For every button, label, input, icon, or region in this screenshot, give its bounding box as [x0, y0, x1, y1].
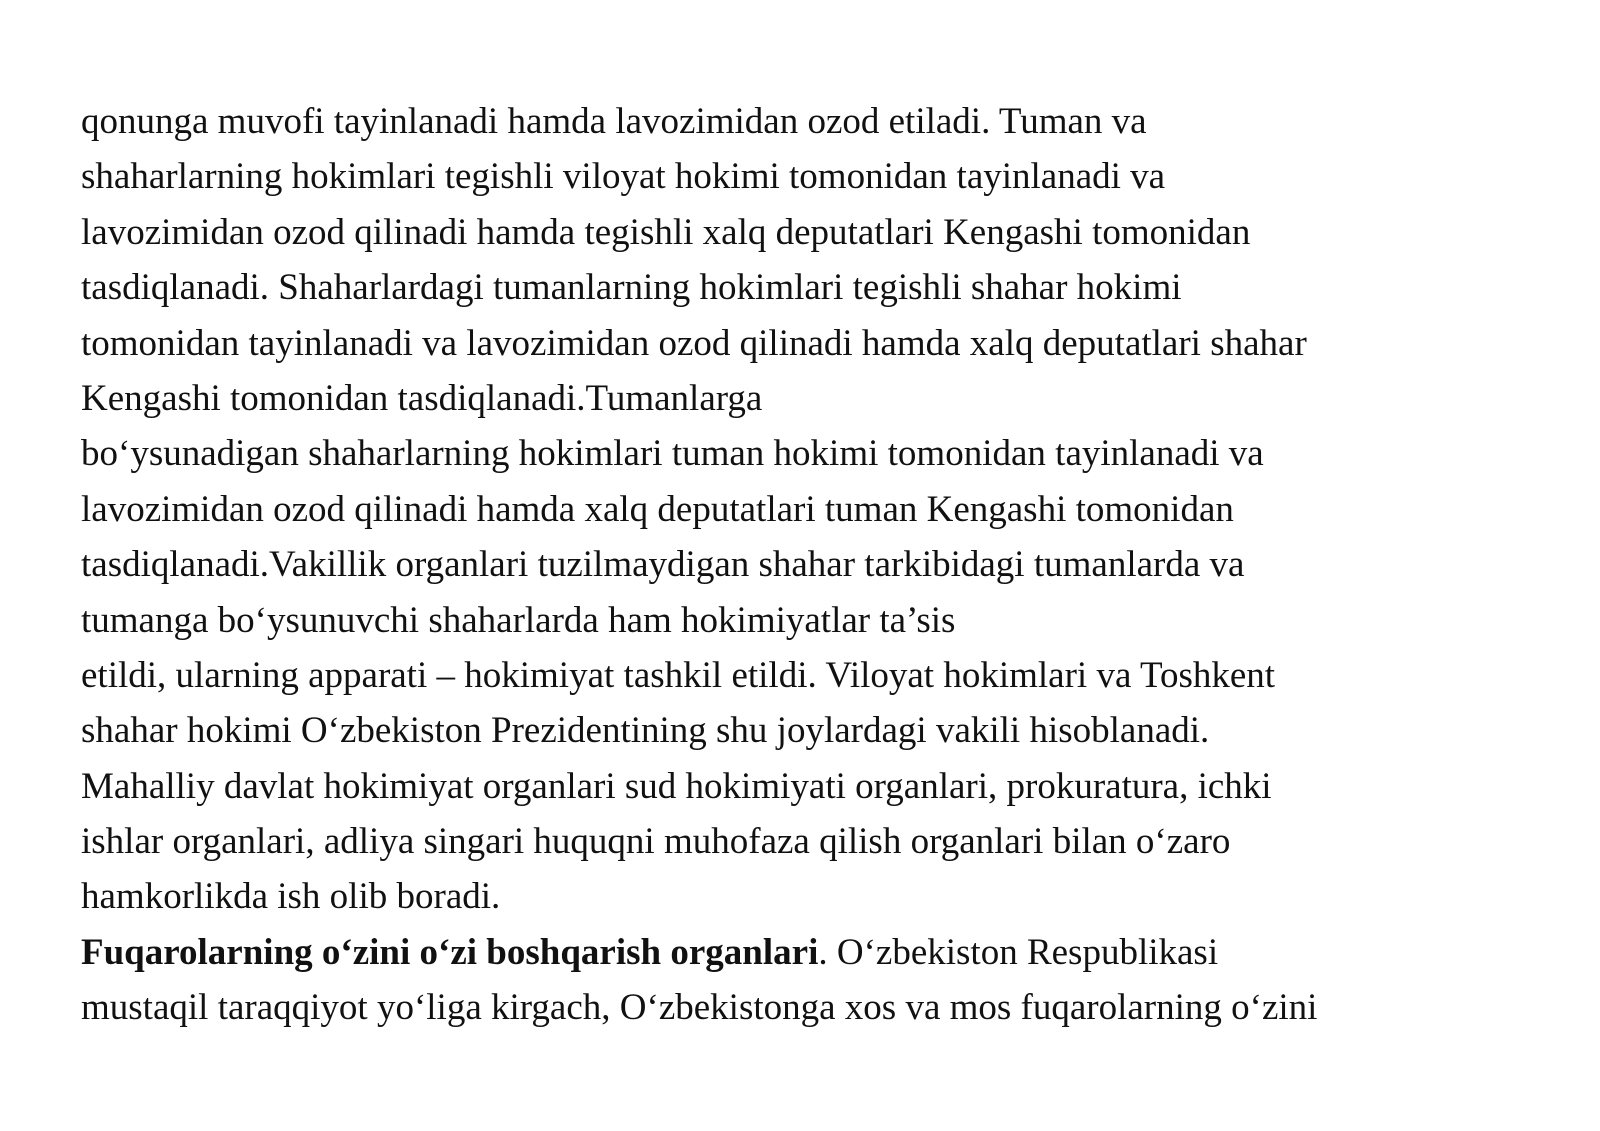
text-line: shahar hokimi O‘zbekiston Prezidentining shu joylardagi vakili hisoblanadi.	[81, 710, 1210, 752]
text-line: shaharlarning hokimlari tegishli viloyat hokimi tomonidan tayinlanadi va	[81, 156, 1166, 198]
text-line: tomonidan tayinlanadi va lavozimidan ozod qilinadi hamda xalq deputatlari shahar	[81, 322, 1307, 364]
text-line: ishlar organlari, adliya singari huquqni muhofaza qilish organlari bilan o‘zaro	[81, 821, 1231, 863]
text-line: Kengashi tomonidan tasdiqlanadi.Tumanlarga	[81, 377, 763, 419]
text-line: etildi, ularning apparati – hokimiyat tashkil etildi. Viloyat hokimlari va Toshkent	[81, 654, 1276, 696]
text-line: tumanga bo‘ysunuvchi shaharlarda ham hokimiyatlar ta’sis	[81, 599, 956, 641]
text-line: tasdiqlanadi.Vakillik organlari tuzilmaydigan shahar tarkibidagi tumanlarda va	[81, 544, 1245, 586]
text-line: bo‘ysunadigan shaharlarning hokimlari tuman hokimi tomonidan tayinlanadi va	[81, 433, 1264, 475]
text-line: qonunga muvofi tayinlanadi hamda lavozimidan ozod etiladi. Tuman va	[81, 101, 1147, 142]
body-text	[81, 94, 1581, 1036]
section-heading: Fuqarolarning o‘zini o‘zi boshqarish organlari	[81, 931, 819, 973]
text-line: hamkorlikda ish olib boradi.	[81, 876, 501, 918]
text-line: lavozimidan ozod qilinadi hamda xalq deputatlari tuman Kengashi tomonidan	[81, 488, 1234, 530]
heading-continuation: . O‘zbekiston Respublikasi	[818, 931, 1219, 973]
text-line: Mahalliy davlat hokimiyat organlari sud hokimiyati organlari, prokuratura, ichki	[81, 765, 1272, 807]
text-line: mustaqil taraqqiyot yo‘liga kirgach, O‘zbekistonga xos va mos fuqarolarning o‘zini	[81, 987, 1318, 1029]
text-line: lavozimidan ozod qilinadi hamda tegishli xalq deputatlari Kengashi tomonidan	[81, 211, 1251, 253]
heading-line	[81, 925, 1581, 980]
text-line: tasdiqlanadi. Shaharlardagi tumanlarning hokimlari tegishli shahar hokimi	[81, 267, 1182, 309]
